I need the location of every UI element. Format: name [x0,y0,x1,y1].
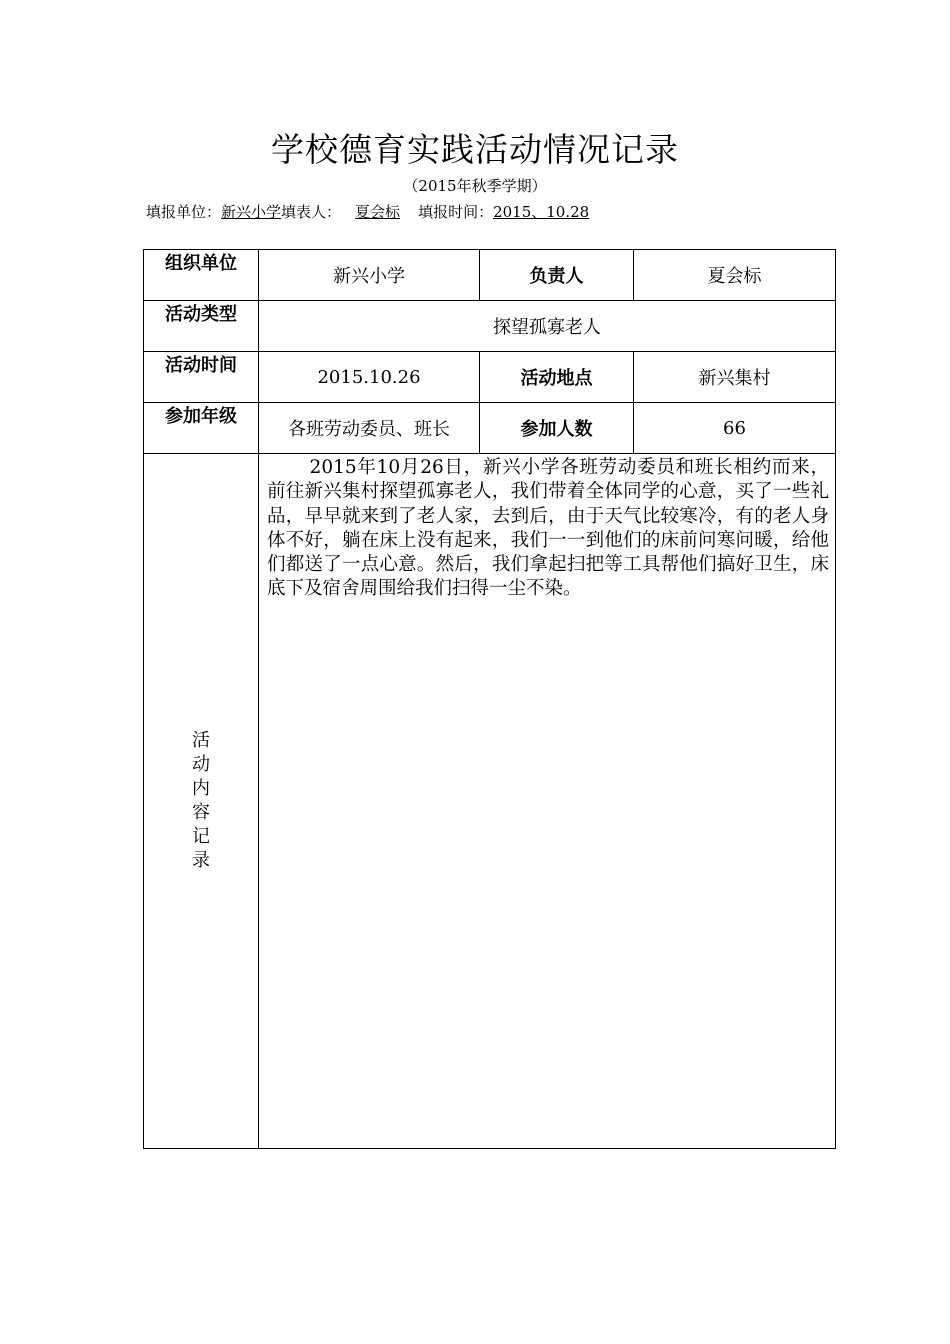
content-label-cell [144,454,259,1149]
table-row [144,403,836,454]
date-value: 2015.10.26 [259,352,480,403]
semester-subtitle: （2015年秋季学期） [403,177,547,195]
filler-label: 填表人： [281,203,342,221]
page-title: 学校德育实践活动情况记录 [271,130,679,169]
table-row [144,352,836,403]
content-text: 2015年10月26日，新兴小学各班劳动委员和班长相约而来，前往新兴集村探望孤寡老人，我们带着全体同学的心意，买了一些礼品，早早就来到了老人家，去到后，由于天气比较寒冷，有的老人身体不好，躺在床上没有起来，我们一一到他们的床前问寒问暖，给他们都送了一点心意。然后，我们拿起扫把等工具帮他们搞好卫生，床底下及宿舍周围给我们扫得一尘不染。 [267,457,829,600]
table-row [144,454,836,1149]
count-label: 参加人数 [480,403,634,454]
table-row [144,301,836,352]
count-value: 66 [634,403,836,454]
time-value: 2015、10.28 [493,203,590,221]
table-row [144,250,836,301]
content-cell [259,454,836,1149]
place-label: 活动地点 [480,352,634,403]
type-value: 探望孤寡老人 [259,301,836,352]
grade-value: 各班劳动委员、班长 [259,403,480,454]
time-label: 填报时间： [418,203,494,221]
fill-info-line [146,201,589,223]
leader-value: 夏会标 [634,250,836,301]
unit-label: 填报单位： [146,203,222,221]
place-value: 新兴集村 [634,352,836,403]
grade-label: 参加年级 [144,403,259,454]
type-label: 活动类型 [144,301,259,352]
filler-value: 夏会标 [355,203,401,221]
unit-value: 新兴小学 [221,203,282,221]
date-label: 活动时间 [144,352,259,403]
leader-label: 负责人 [480,250,634,301]
content-label: 活 动 内 容 记 录 [192,730,210,871]
org-value: 新兴小学 [259,250,480,301]
org-label: 组织单位 [144,250,259,301]
activity-record-table [143,249,836,1149]
